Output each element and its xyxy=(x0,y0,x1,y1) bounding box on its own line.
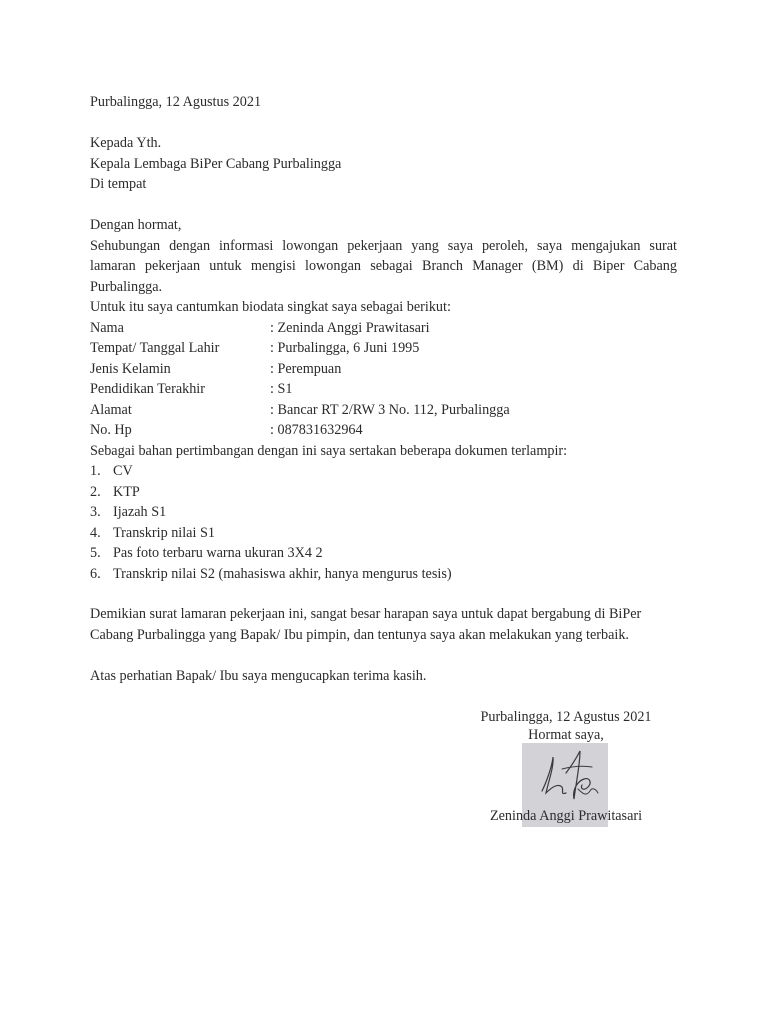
biodata-value: : Zeninda Anggi Prawitasari xyxy=(270,319,430,336)
intro-paragraph xyxy=(90,236,677,277)
biodata-label: Nama xyxy=(90,319,124,336)
list-text: CV xyxy=(113,463,133,479)
biodata-value: : S1 xyxy=(270,381,293,397)
biodata-label: Tempat/ Tanggal Lahir xyxy=(90,340,220,356)
list-number: 2. xyxy=(90,483,101,500)
biodata-label: Alamat xyxy=(90,401,132,418)
greeting: Dengan hormat, xyxy=(90,217,182,233)
list-text: KTP xyxy=(113,483,140,500)
list-number: 5. xyxy=(90,545,101,561)
closing-line: Cabang Purbalingga yang Bapak/ Ibu pimpin, dan tentunya saya akan melakukan yang terbaik. xyxy=(90,627,629,643)
bio-intro: Untuk itu saya cantumkan biodata singkat saya sebagai berikut: xyxy=(90,299,451,315)
recipient-salutation: Kepada Yth. xyxy=(90,135,162,151)
signature-regards: Hormat saya, xyxy=(528,727,604,743)
recipient-place: Di tempat xyxy=(90,176,147,192)
biodata-value: : Perempuan xyxy=(270,360,342,377)
list-text: Ijazah S1 xyxy=(113,504,167,520)
list-number: 4. xyxy=(90,524,101,541)
intro-line: Purbalingga. xyxy=(90,278,163,295)
recipient-name: Kepala Lembaga BiPer Cabang Purbalingga xyxy=(90,155,342,172)
closing-line: Demikian surat lamaran pekerjaan ini, sangat besar harapan saya untuk dapat bergabung di BiPer xyxy=(90,606,642,622)
list-number: 6. xyxy=(90,565,101,582)
attachments-intro: Sebagai bahan pertimbangan dengan ini saya sertakan beberapa dokumen terlampir: xyxy=(90,442,568,459)
signature-name: Zeninda Anggi Prawitasari xyxy=(489,808,643,824)
list-text: Transkrip nilai S1 xyxy=(113,524,215,541)
biodata-value: : Bancar RT 2/RW 3 No. 112, Purbalingga xyxy=(270,401,510,418)
list-text: Pas foto terbaru warna ukuran 3X4 2 xyxy=(113,545,323,561)
biodata-value: : 087831632964 xyxy=(270,422,363,438)
thanks-line: Atas perhatian Bapak/ Ibu saya mengucapkan terima kasih. xyxy=(90,668,427,684)
list-number: 1. xyxy=(90,463,101,479)
intro-line: Sehubungan dengan informasi lowongan pekerjaan yang saya peroleh, saya mengajukan surat xyxy=(90,237,677,254)
biodata-label: Pendidikan Terakhir xyxy=(90,381,205,397)
letter-date: Purbalingga, 12 Agustus 2021 xyxy=(90,94,262,110)
list-number: 3. xyxy=(90,504,101,520)
intro-line: lamaran pekerjaan untuk mengisi lowongan sebagai Branch Manager (BM) di Biper Cabang xyxy=(90,258,677,274)
list-text: Transkrip nilai S2 (mahasiswa akhir, hanya mengurus tesis) xyxy=(113,565,452,582)
biodata-label: No. Hp xyxy=(90,422,132,438)
biodata-label: Jenis Kelamin xyxy=(90,360,171,377)
biodata-value: : Purbalingga, 6 Juni 1995 xyxy=(270,340,420,356)
signature-date: Purbalingga, 12 Agustus 2021 xyxy=(480,709,652,725)
